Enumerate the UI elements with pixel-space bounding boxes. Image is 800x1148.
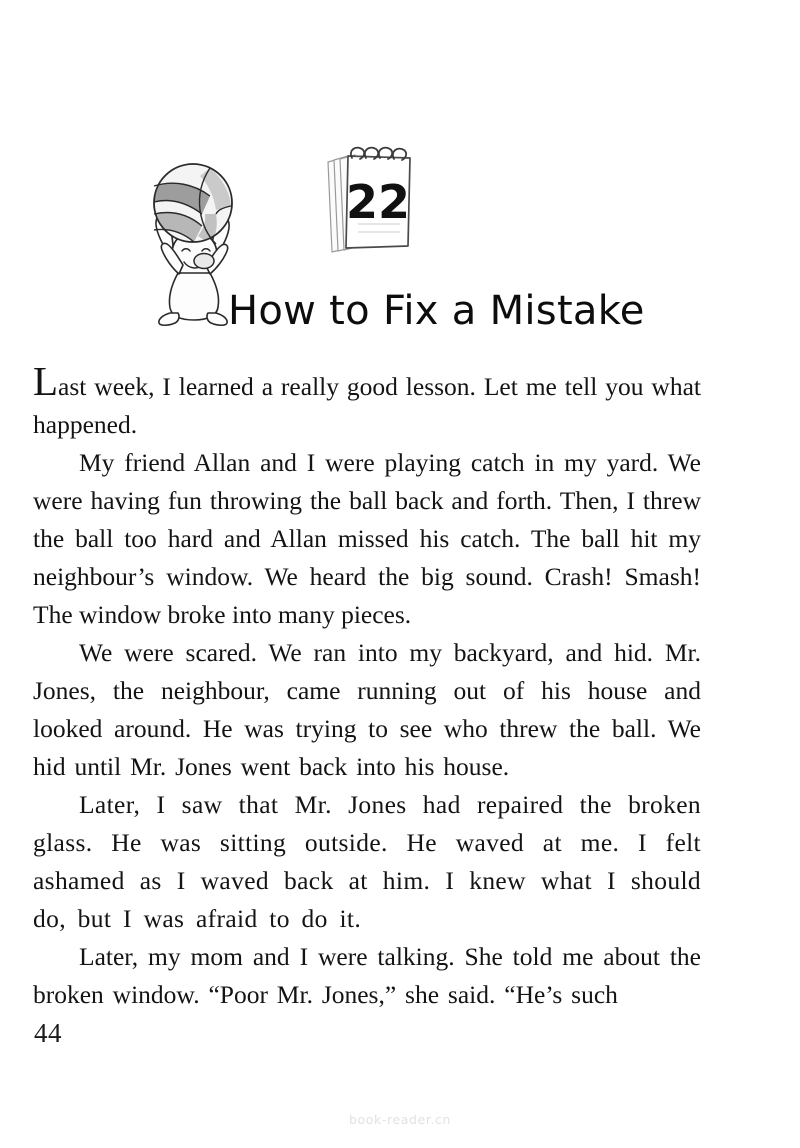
watermark: book-reader.cn	[349, 1112, 451, 1127]
paragraph-3: We were scared. We ran into my backyard, and hid. Mr. Jones, the neighbour, came running out of his house and looked around. He was trying to see who threw the ball. We hid until Mr. Jones went back into his house.	[33, 638, 701, 781]
calendar-chapter-number: 22	[345, 175, 411, 229]
drop-cap: L	[33, 358, 59, 404]
chapter-opener	[0, 0, 800, 340]
chapter-title: How to Fix a Mistake	[228, 287, 645, 334]
paragraph-4: Later, I saw that Mr. Jones had repaired the broken glass. He was sitting outside. He waved at me. I felt ashamed as I waved back at him. I knew what I should do, but I was afraid to do it.	[33, 790, 701, 933]
flip-calendar-illustration	[308, 140, 428, 265]
page-number: 44	[34, 1018, 62, 1048]
paragraph-5: Later, my mom and I were talking. She told me about the broken window. “Poor Mr. Jones,” she said. “He’s such	[33, 942, 701, 1009]
paragraph-1-text: ast week, I learned a really good lesson. Let me tell you what happened.	[33, 372, 701, 439]
paragraph-2: My friend Allan and I were playing catch in my yard. We were having fun throwing the ball back and forth. Then, I threw the ball too hard and Allan missed his catch. The ball hit my neighbour’s window. We heard the big sound. Crash! Smash! The window broke into many pieces.	[33, 448, 701, 629]
body-text	[33, 358, 701, 1014]
paragraph-1	[33, 358, 701, 444]
